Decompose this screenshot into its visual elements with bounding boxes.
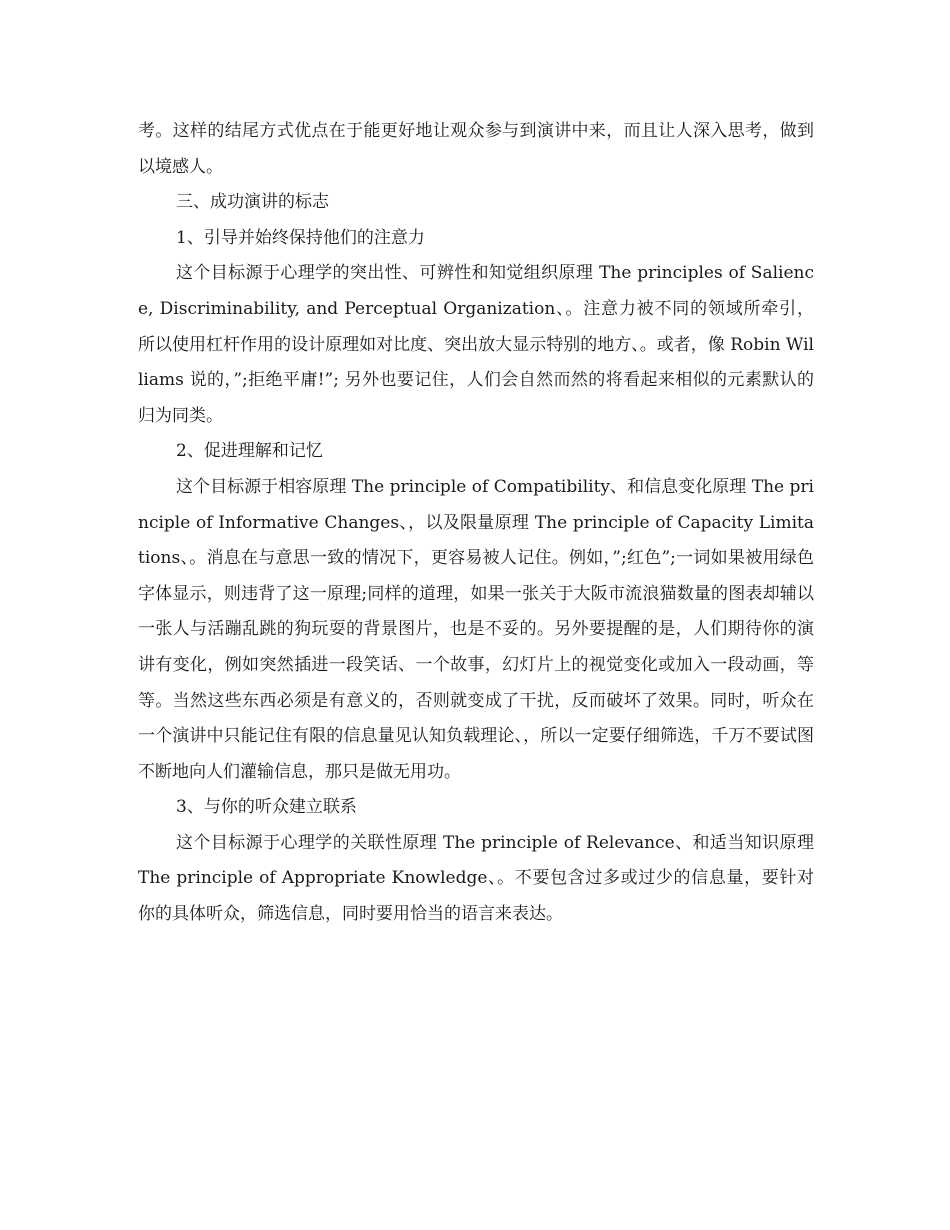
paragraph-attention: 这个目标源于心理学的突出性、可辨性和知觉组织原理 The principles of Salience, Discriminability, and Perceptual Organization、。注意力被不同的领域所牵引，所以使用杠杆作用的设计原理如对比度、突出放大显示特别的地方、。或者，像 Robin Williams 说的，”;拒绝平庸!”; 另外也要记住，人们会自然而然的将看起来相似的元素默认的归为同类。 (138, 263, 814, 426)
paragraph-connection: 这个目标源于心理学的关联性原理 The principle of Relevance、和适当知识原理 The principle of Appropriate Knowledge、。不要包含过多或过少的信息量，要针对你的具体听众，筛选信息，同时要用恰当的语言来表达。 (138, 832, 814, 925)
paragraph-conclusion-end: 考。这样的结尾方式优点在于能更好地让观众参与到演讲中来，而且让人深入思考，做到以境感人。 (138, 121, 814, 177)
document-page (138, 114, 814, 933)
subheading-1-attention: 1、引导并始终保持他们的注意力 (176, 227, 425, 248)
paragraph-understanding: 这个目标源于相容原理 The principle of Compatibility、和信息变化原理 The principle of Informative Changes、，以及限量原理 The principle of Capacity Limitations、。消息在与意思一致的情况下，更容易被人记住。例如，”;红色”;一词如果被用绿色字体显示，则违背了这一原理;同样的道理，如果一张关于大阪市流浪猫数量的图表却辅以一张人与活蹦乱跳的狗玩耍的背景图片，也是不妥的。另外要提醒的是，人们期待你的演讲有变化，例如突然插进一段笑话、一个故事，幻灯片上的视觉变化或加入一段动画，等等。当然这些东西必须是有意义的，否则就变成了干扰，反而破坏了效果。同时，听众在一个演讲中只能记住有限的信息量见认知负载理论、，所以一定要仔细筛选，千万不要试图不断地向人们灌输信息，那只是做无用功。 (138, 476, 814, 782)
section-heading-3: 三、成功演讲的标志 (176, 192, 329, 213)
subheading-2-understanding: 2、促进理解和记忆 (176, 441, 323, 462)
subheading-3-connection: 3、与你的听众建立联系 (176, 797, 357, 818)
